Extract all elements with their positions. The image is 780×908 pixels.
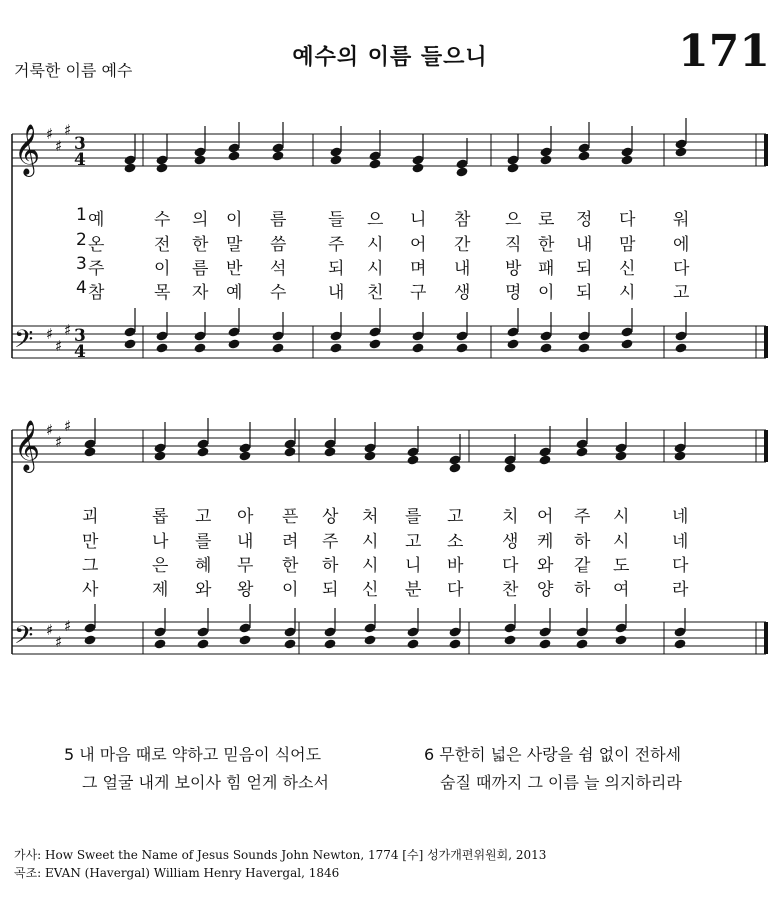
lyric-syllable: 하 <box>574 580 591 600</box>
lyric-syllable: 롭 <box>152 507 169 527</box>
lyric-syllable: 의 <box>192 210 209 230</box>
lyric-syllable: 네 <box>672 507 689 527</box>
lyric-syllable: 름 <box>192 259 209 279</box>
lyric-syllable: 하 <box>574 532 591 552</box>
lyric-syllable: 무 <box>237 556 254 576</box>
key-sharp: ♯ <box>46 621 54 639</box>
time-signature-top: 3 <box>74 326 86 346</box>
alto-note <box>368 158 381 169</box>
lyric-syllable: 되 <box>328 259 345 279</box>
alto-note <box>577 150 590 161</box>
bass-note <box>614 634 627 645</box>
lyric-syllable: 들 <box>328 210 345 230</box>
key-sharp: ♯ <box>55 137 63 155</box>
lyric-syllable: 아 <box>237 507 254 527</box>
time-signature-bottom: 4 <box>74 342 86 362</box>
lyric-syllable: 주 <box>328 235 345 255</box>
lyric-syllable: 케 <box>537 532 554 552</box>
time-signature-bottom: 4 <box>74 150 86 170</box>
bass-note <box>271 342 284 353</box>
lyric-syllable: 친 <box>367 283 384 303</box>
lyric-syllable: 내 <box>237 532 254 552</box>
key-sharp: ♯ <box>55 337 63 355</box>
lyric-syllable: 석 <box>270 259 287 279</box>
lyric-syllable: 참 <box>88 283 105 303</box>
lyric-syllable: 다 <box>619 210 636 230</box>
lyric-syllable: 워 <box>673 210 690 230</box>
lyric-syllable: 려 <box>282 532 299 552</box>
lyric-syllable: 사 <box>82 580 99 600</box>
lyric-syllable: 를 <box>195 532 212 552</box>
lyric-syllable: 괴 <box>82 507 99 527</box>
lyric-syllable: 시 <box>619 283 636 303</box>
alto-note <box>614 450 627 461</box>
lyric-syllable: 간 <box>454 235 471 255</box>
lyric-syllable: 수 <box>154 210 171 230</box>
lyric-syllable: 하 <box>322 556 339 576</box>
lyric-syllable: 주 <box>88 259 105 279</box>
lyric-syllable: 고 <box>195 507 212 527</box>
key-sharp: ♯ <box>64 617 72 635</box>
bass-note <box>620 338 633 349</box>
lyric-syllable: 이 <box>282 580 299 600</box>
alto-note <box>674 146 687 157</box>
lyric-syllable: 에 <box>673 235 690 255</box>
bass-note <box>673 638 686 649</box>
lyric-syllable: 시 <box>613 532 630 552</box>
lyric-syllable: 한 <box>282 556 299 576</box>
lyric-syllable: 신 <box>362 580 379 600</box>
bass-note <box>368 338 381 349</box>
lyric-syllable: 되 <box>576 283 593 303</box>
alto-note <box>271 150 284 161</box>
hymn-title: 예수의 이름 들으니 <box>292 45 488 70</box>
lyric-syllable: 찬 <box>502 580 519 600</box>
lyric-syllable: 만 <box>82 532 99 552</box>
lyric-syllable: 은 <box>152 556 169 576</box>
bass-note <box>674 342 687 353</box>
lyric-syllable: 니 <box>405 556 422 576</box>
lyric-syllable: 나 <box>152 532 169 552</box>
lyric-syllable: 2 <box>76 230 87 250</box>
bass-note <box>193 342 206 353</box>
lyric-syllable: 주 <box>574 507 591 527</box>
lyric-syllable: 내 <box>576 235 593 255</box>
lyric-syllable: 치 <box>502 507 519 527</box>
lyric-syllable: 다 <box>672 556 689 576</box>
lyric-syllable: 다 <box>447 580 464 600</box>
alto-note <box>575 446 588 457</box>
bass-note <box>155 342 168 353</box>
alto-note <box>323 446 336 457</box>
lyric-syllable: 생 <box>454 283 471 303</box>
bass-clef: 𝄢 <box>14 325 34 360</box>
lyric-syllable: 상 <box>322 507 339 527</box>
lyric-syllable: 예 <box>226 283 243 303</box>
lyric-syllable: 소 <box>447 532 464 552</box>
lyric-syllable: 한 <box>192 235 209 255</box>
alto-note <box>503 462 516 473</box>
lyric-syllable: 씀 <box>270 235 287 255</box>
lyric-syllable: 이 <box>154 259 171 279</box>
bass-note <box>227 338 240 349</box>
lyric-syllable: 신 <box>619 259 636 279</box>
key-sharp: ♯ <box>46 325 54 343</box>
alto-note <box>329 154 342 165</box>
lyric-syllable: 시 <box>367 235 384 255</box>
lyric-syllable: 3 <box>76 254 87 274</box>
lyric-syllable: 생 <box>502 532 519 552</box>
lyric-syllable: 어 <box>410 235 427 255</box>
lyric-syllable: 고 <box>447 507 464 527</box>
treble-clef: 𝄞 <box>14 420 41 471</box>
lyric-syllable: 으 <box>505 210 522 230</box>
lyric-syllable: 내 <box>328 283 345 303</box>
lyric-syllable: 말 <box>226 235 243 255</box>
bass-note <box>123 338 136 349</box>
lyric-syllable: 되 <box>576 259 593 279</box>
bass-note <box>455 342 468 353</box>
lyric-syllable: 으 <box>367 210 384 230</box>
key-sharp: ♯ <box>55 633 63 651</box>
lyric-syllable: 왕 <box>237 580 254 600</box>
verse-6-line-1: 6 무한히 넓은 사랑을 쉼 없이 전하세 <box>424 745 682 764</box>
bass-note <box>406 638 419 649</box>
bass-note <box>363 634 376 645</box>
bass-note <box>153 638 166 649</box>
lyric-syllable: 자 <box>192 283 209 303</box>
lyric-syllable: 한 <box>538 235 555 255</box>
alto-note <box>363 450 376 461</box>
credit-lyrics: 가사: How Sweet the Name of Jesus Sounds John Newton, 1774 [수] 성가개편위원회, 2013 <box>14 848 547 862</box>
lyric-syllable: 이 <box>226 210 243 230</box>
lyric-syllable: 수 <box>270 283 287 303</box>
bass-note <box>538 638 551 649</box>
lyric-syllable: 와 <box>537 556 554 576</box>
lyric-syllable: 맘 <box>619 235 636 255</box>
bass-note <box>577 342 590 353</box>
lyric-syllable: 픈 <box>282 507 299 527</box>
lyric-syllable: 를 <box>405 507 422 527</box>
lyric-syllable: 네 <box>672 532 689 552</box>
alto-note <box>238 450 251 461</box>
lyric-syllable: 예 <box>88 210 105 230</box>
bass-note <box>329 342 342 353</box>
lyric-syllable: 4 <box>76 278 87 298</box>
bass-note <box>575 638 588 649</box>
lyric-syllable: 도 <box>613 556 630 576</box>
hymn-number: 171 <box>678 26 770 77</box>
lyric-syllable: 구 <box>410 283 427 303</box>
key-sharp: ♯ <box>64 417 72 435</box>
key-sharp: ♯ <box>64 121 72 139</box>
alto-note <box>406 454 419 465</box>
lyric-syllable: 온 <box>88 235 105 255</box>
lyric-syllable: 패 <box>538 259 555 279</box>
key-sharp: ♯ <box>64 321 72 339</box>
alto-note <box>506 162 519 173</box>
alto-note <box>123 162 136 173</box>
lyric-syllable: 제 <box>152 580 169 600</box>
lyric-syllable: 바 <box>447 556 464 576</box>
lyric-syllable: 그 <box>82 556 99 576</box>
lyric-syllable: 목 <box>154 283 171 303</box>
treble-clef: 𝄞 <box>14 124 41 175</box>
lyric-syllable: 직 <box>505 235 522 255</box>
alto-note <box>620 154 633 165</box>
bass-note <box>506 338 519 349</box>
lyric-syllable: 니 <box>410 210 427 230</box>
alto-note <box>193 154 206 165</box>
lyric-syllable: 참 <box>454 210 471 230</box>
credit-tune: 곡조: EVAN (Havergal) William Henry Havergal, 1846 <box>14 866 340 880</box>
lyric-syllable: 름 <box>270 210 287 230</box>
verse-5-line-1: 5 내 마음 때로 약하고 믿음이 식어도 <box>64 745 322 764</box>
bass-clef: 𝄢 <box>14 621 34 656</box>
lyric-syllable: 라 <box>672 580 689 600</box>
lyric-syllable: 되 <box>322 580 339 600</box>
alto-note <box>448 462 461 473</box>
bass-note <box>238 634 251 645</box>
verse-5-line-2: 그 얼굴 내게 보이사 힘 얻게 하소서 <box>82 773 329 792</box>
key-sharp: ♯ <box>46 125 54 143</box>
time-signature-top: 3 <box>74 134 86 154</box>
lyric-syllable: 전 <box>154 235 171 255</box>
lyric-syllable: 1 <box>76 205 87 225</box>
lyric-syllable: 방 <box>505 259 522 279</box>
alto-note <box>673 450 686 461</box>
alto-note <box>153 450 166 461</box>
bass-note <box>411 342 424 353</box>
lyric-syllable: 여 <box>613 580 630 600</box>
lyric-syllable: 시 <box>613 507 630 527</box>
alto-note <box>539 154 552 165</box>
alto-note <box>155 162 168 173</box>
lyric-syllable: 양 <box>537 580 554 600</box>
alto-note <box>227 150 240 161</box>
alto-note <box>455 166 468 177</box>
bass-note <box>503 634 516 645</box>
lyric-syllable: 혜 <box>195 556 212 576</box>
lyric-syllable: 와 <box>195 580 212 600</box>
lyric-syllable: 로 <box>538 210 555 230</box>
bass-note <box>539 342 552 353</box>
bass-note <box>448 638 461 649</box>
lyric-syllable: 분 <box>405 580 422 600</box>
key-sharp: ♯ <box>55 433 63 451</box>
lyric-syllable: 시 <box>362 556 379 576</box>
bass-note <box>196 638 209 649</box>
lyric-syllable: 처 <box>362 507 379 527</box>
bass-note <box>323 638 336 649</box>
lyric-syllable: 고 <box>673 283 690 303</box>
lyric-syllable: 내 <box>454 259 471 279</box>
lyric-syllable: 다 <box>502 556 519 576</box>
lyric-syllable: 다 <box>673 259 690 279</box>
hymn-category: 거룩한 이름 예수 <box>14 61 133 80</box>
alto-note <box>196 446 209 457</box>
lyric-syllable: 시 <box>367 259 384 279</box>
lyric-syllable: 며 <box>410 259 427 279</box>
lyric-syllable: 같 <box>574 556 591 576</box>
lyric-syllable: 정 <box>576 210 593 230</box>
lyric-syllable: 시 <box>362 532 379 552</box>
lyric-syllable: 어 <box>537 507 554 527</box>
alto-note <box>538 454 551 465</box>
lyric-syllable: 명 <box>505 283 522 303</box>
verse-6-line-2: 숨질 때까지 그 이름 늘 의지하리라 <box>440 773 682 792</box>
lyric-syllable: 주 <box>322 532 339 552</box>
key-sharp: ♯ <box>46 421 54 439</box>
lyric-syllable: 반 <box>226 259 243 279</box>
alto-note <box>283 446 296 457</box>
lyric-syllable: 이 <box>538 283 555 303</box>
bass-note <box>83 634 96 645</box>
alto-note <box>411 162 424 173</box>
bass-note <box>283 638 296 649</box>
alto-note <box>83 446 96 457</box>
lyric-syllable: 고 <box>405 532 422 552</box>
